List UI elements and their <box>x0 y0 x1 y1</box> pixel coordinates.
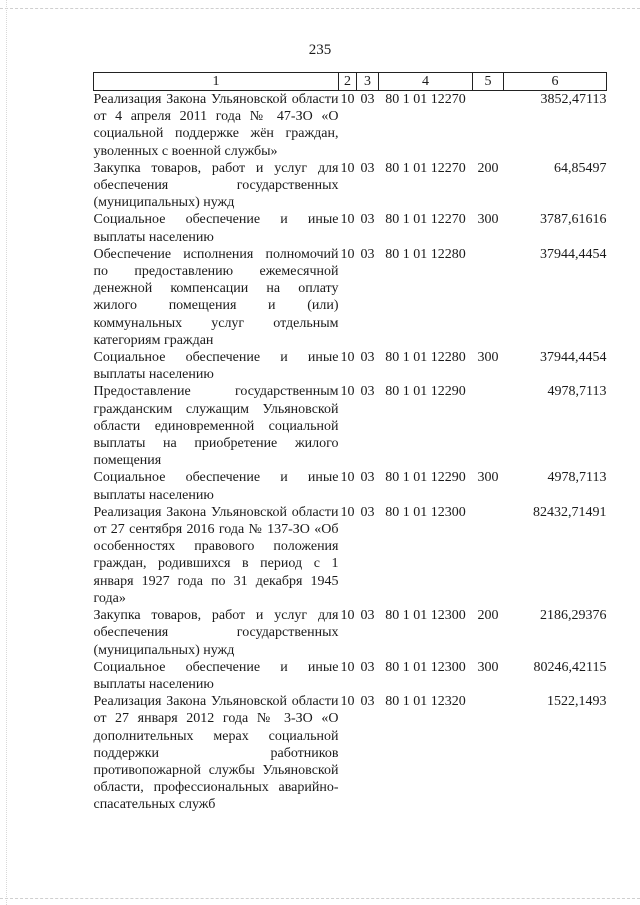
row-subsection-cell: 03 <box>360 246 375 262</box>
row-amount-cell: 82432,71491 <box>533 504 607 520</box>
row-target-article-cell: 80 1 01 12280 <box>385 246 466 262</box>
row-name-cell: Закупка товаров, работ и услуг для обеспечения государственных (муниципальных) нужд <box>93 608 339 658</box>
row-name-cell: Социальное обеспечение и иные выплаты населению <box>93 470 339 503</box>
header-col-4: 4 <box>379 73 473 91</box>
row-name-cell: Реализация Закона Ульяновской области от 27 сентября 2016 года № 137-ЗО «Об особенностях правового положения граждан, родившихся в период с 1 января 1927 года по 31 декабря 1945 года» <box>93 504 339 606</box>
row-amount-cell: 4978,7113 <box>547 384 607 400</box>
row-target-article-cell: 80 1 01 12300 <box>385 659 466 675</box>
header-col-3: 3 <box>357 73 379 91</box>
row-section-cell: 10 <box>340 504 355 520</box>
row-amount-cell: 3787,61616 <box>540 212 607 228</box>
row-expense-type-cell <box>473 246 504 349</box>
row-subsection-cell: 03 <box>360 608 375 624</box>
row-name-cell: Закупка товаров, работ и услуг для обеспечения государственных (муниципальных) нужд <box>93 160 339 211</box>
row-target-article-cell: 80 1 01 12270 <box>385 92 466 107</box>
table-row <box>94 659 607 693</box>
row-amount-cell: 3852,47113 <box>540 92 607 107</box>
budget-table <box>93 72 607 814</box>
row-name-cell: Предоставление государственным гражданским служащим Ульяновской области единовременной социальной выплаты на приобретение жилого помещения <box>93 384 339 469</box>
row-section-cell: 10 <box>340 350 355 366</box>
row-expense-type-cell <box>473 383 504 469</box>
row-expense-type-cell: 300 <box>477 350 499 366</box>
page-number: 235 <box>308 42 332 58</box>
table-row <box>94 504 607 607</box>
row-subsection-cell: 03 <box>360 659 375 675</box>
header-col-6: 6 <box>504 73 607 91</box>
row-name-cell: Социальное обеспечение и иные выплаты населению <box>93 212 339 245</box>
row-subsection-cell: 03 <box>360 470 375 486</box>
row-amount-cell: 37944,4454 <box>540 246 607 262</box>
row-subsection-cell: 03 <box>360 694 375 710</box>
table-row <box>94 383 607 469</box>
row-name-cell: Социальное обеспечение и иные выплаты населению <box>93 350 339 383</box>
row-amount-cell: 4978,7113 <box>547 470 607 486</box>
row-amount-cell: 37944,4454 <box>540 350 607 366</box>
row-target-article-cell: 80 1 01 12280 <box>385 350 466 366</box>
table-row <box>94 91 607 160</box>
row-section-cell: 10 <box>340 694 355 710</box>
row-name-cell: Обеспечение исполнения полномочий по предоставлению ежемесячной денежной компенсации на оплату жилого помещения и (или) коммунальных услуг отдельным категориям граждан <box>93 246 339 348</box>
table-row <box>94 693 607 813</box>
row-target-article-cell: 80 1 01 12290 <box>385 470 466 486</box>
row-name-cell: Реализация Закона Ульяновской области от 27 января 2012 года № 3-ЗО «О дополнительных мерах социальной поддержки работников противопожарной службы Ульяновской области, профессиональных аварийно-спасательных служб <box>93 694 339 813</box>
page-edge-left <box>6 0 7 905</box>
table-row <box>94 349 607 383</box>
row-amount-cell: 1522,1493 <box>547 694 607 710</box>
row-expense-type-cell <box>473 91 504 160</box>
page-edge-top <box>0 8 640 9</box>
header-col-1: 1 <box>94 73 339 91</box>
row-amount-cell: 80246,42115 <box>533 659 607 675</box>
row-amount-cell: 2186,29376 <box>540 608 607 624</box>
row-expense-type-cell: 200 <box>477 608 499 624</box>
row-expense-type-cell: 300 <box>477 212 499 228</box>
row-target-article-cell: 80 1 01 12300 <box>385 504 466 520</box>
row-section-cell: 10 <box>340 608 355 624</box>
row-amount-cell: 64,85497 <box>554 160 607 176</box>
page-edge-bottom <box>0 898 640 899</box>
row-target-article-cell: 80 1 01 12300 <box>385 608 466 624</box>
row-expense-type-cell <box>473 693 504 813</box>
row-subsection-cell: 03 <box>360 504 375 520</box>
row-section-cell: 10 <box>340 212 355 228</box>
row-target-article-cell: 80 1 01 12270 <box>385 160 466 176</box>
row-name-cell: Социальное обеспечение и иные выплаты населению <box>93 659 339 692</box>
row-section-cell: 10 <box>340 160 355 176</box>
row-subsection-cell: 03 <box>360 350 375 366</box>
row-name-cell: Реализация Закона Ульяновской области от 4 апреля 2011 года № 47-ЗО «О социальной поддержке жён граждан, уволенных с военной службы» <box>93 92 339 159</box>
table-row <box>94 607 607 659</box>
row-target-article-cell: 80 1 01 12320 <box>385 694 466 710</box>
table-body <box>94 91 607 814</box>
table-row <box>94 211 607 245</box>
row-target-article-cell: 80 1 01 12290 <box>385 384 466 400</box>
row-expense-type-cell <box>473 504 504 607</box>
row-subsection-cell: 03 <box>360 160 375 176</box>
row-section-cell: 10 <box>340 470 355 486</box>
table-row <box>94 160 607 212</box>
row-expense-type-cell: 200 <box>477 160 499 176</box>
row-section-cell: 10 <box>340 384 355 400</box>
header-col-2: 2 <box>339 73 357 91</box>
row-section-cell: 10 <box>340 246 355 262</box>
row-section-cell: 10 <box>340 659 355 675</box>
row-expense-type-cell: 300 <box>477 659 499 675</box>
row-subsection-cell: 03 <box>360 92 375 107</box>
row-section-cell: 10 <box>340 92 355 107</box>
table-row <box>94 469 607 503</box>
header-row <box>94 73 607 91</box>
table-row <box>94 246 607 349</box>
row-expense-type-cell: 300 <box>477 470 499 486</box>
row-target-article-cell: 80 1 01 12270 <box>385 212 466 228</box>
row-subsection-cell: 03 <box>360 384 375 400</box>
row-subsection-cell: 03 <box>360 212 375 228</box>
header-col-5: 5 <box>473 73 504 91</box>
